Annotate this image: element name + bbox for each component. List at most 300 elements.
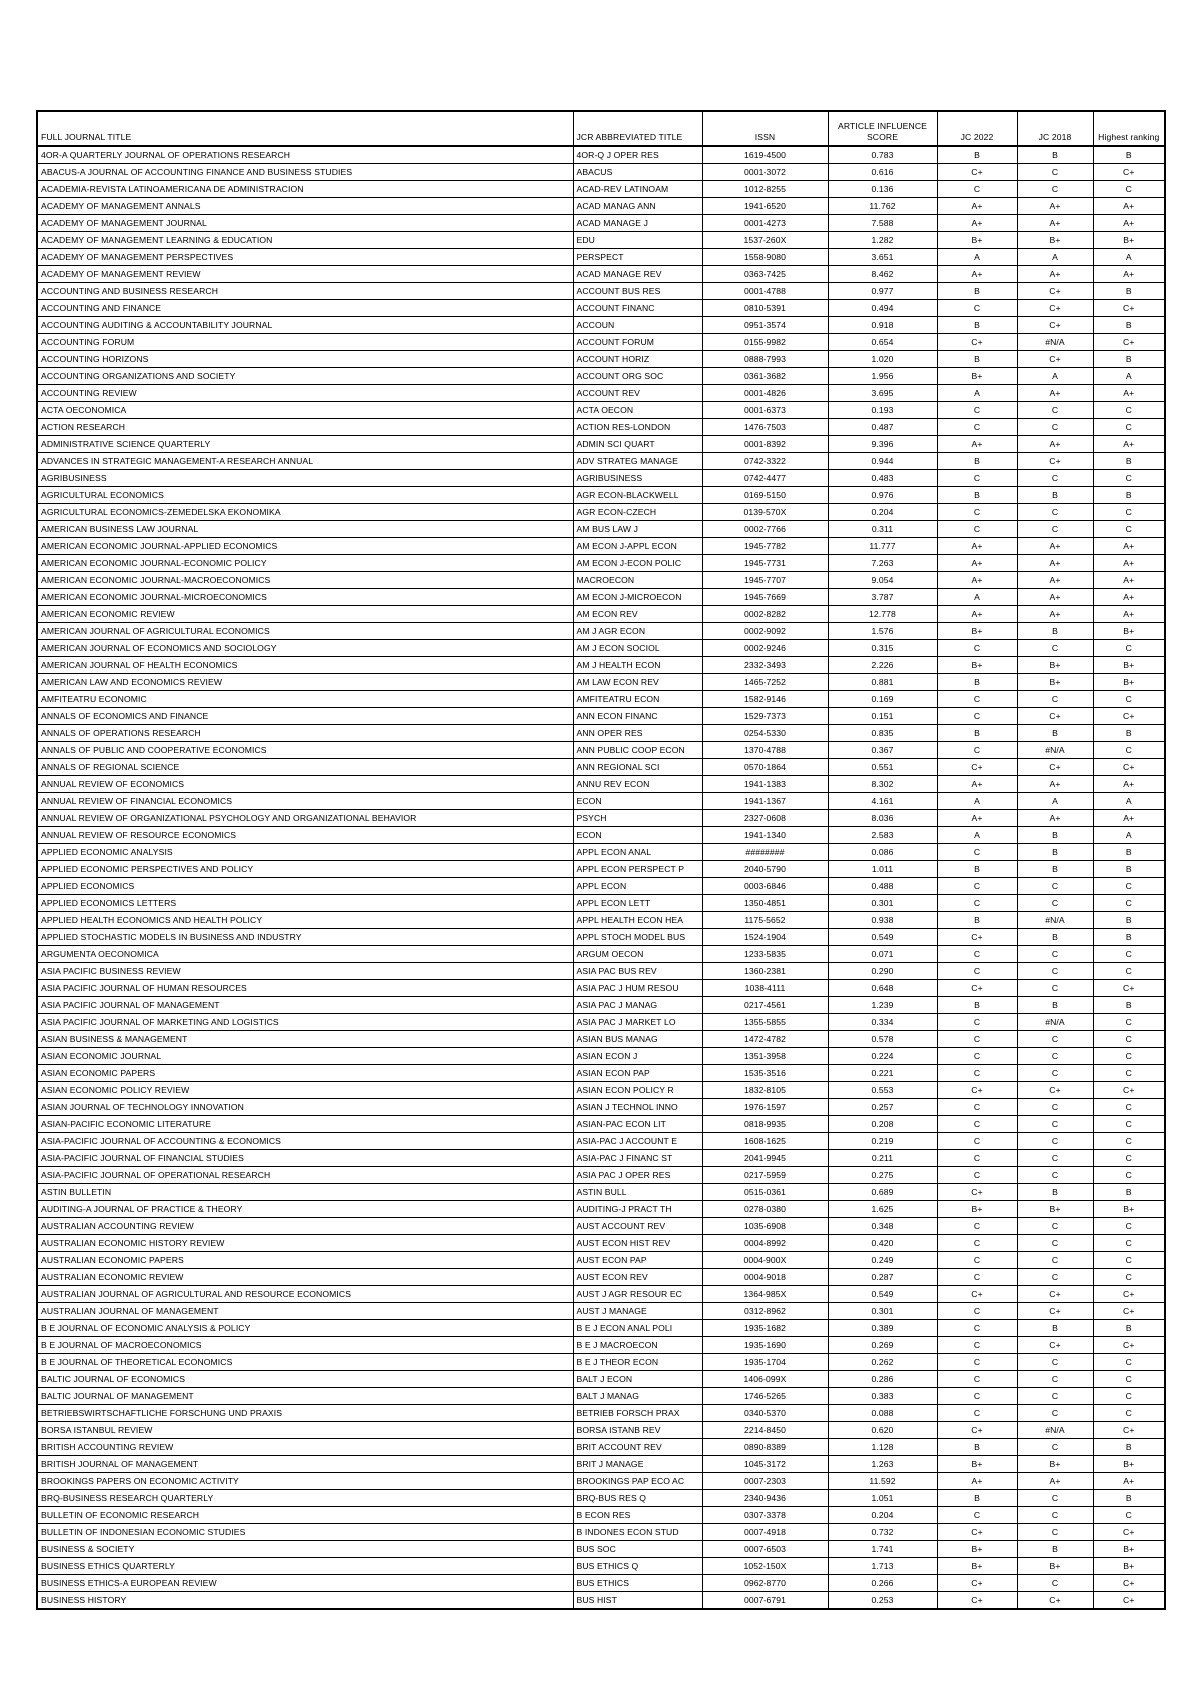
abbreviated-title-cell: ECON xyxy=(573,827,702,844)
journal-title-cell: APPLIED ECONOMICS LETTERS xyxy=(37,895,573,912)
abbreviated-title-cell: B INDONES ECON STUD xyxy=(573,1524,702,1541)
jc-2022-cell: C xyxy=(937,708,1017,725)
table-row xyxy=(37,1354,1165,1371)
highest-ranking-cell: B+ xyxy=(1093,232,1165,249)
article-influence-score-cell: 0.211 xyxy=(828,1150,937,1167)
abbreviated-title-cell: ACAD MANAGE J xyxy=(573,215,702,232)
jc-2022-cell: C xyxy=(937,1133,1017,1150)
table-row xyxy=(37,589,1165,606)
article-influence-score-cell: 1.576 xyxy=(828,623,937,640)
issn-cell: 0217-5959 xyxy=(702,1167,828,1184)
journal-title-cell: ASIA PACIFIC BUSINESS REVIEW xyxy=(37,963,573,980)
issn-cell: 1945-7707 xyxy=(702,572,828,589)
jc-2022-cell: C xyxy=(937,1371,1017,1388)
jc-2018-cell: C xyxy=(1017,1167,1093,1184)
issn-cell: 1619-4500 xyxy=(702,146,828,164)
article-influence-score-cell: 0.383 xyxy=(828,1388,937,1405)
table-row xyxy=(37,1048,1165,1065)
abbreviated-title-cell: ACCOUNT BUS RES xyxy=(573,283,702,300)
article-influence-score-cell: 12.778 xyxy=(828,606,937,623)
jc-2022-cell: A+ xyxy=(937,555,1017,572)
issn-cell: 0007-2303 xyxy=(702,1473,828,1490)
article-influence-score-cell: 0.389 xyxy=(828,1320,937,1337)
highest-ranking-cell: A+ xyxy=(1093,1473,1165,1490)
jc-2022-cell: C xyxy=(937,470,1017,487)
journal-title-cell: BUSINESS & SOCIETY xyxy=(37,1541,573,1558)
abbreviated-title-cell: B E J THEOR ECON xyxy=(573,1354,702,1371)
journal-title-cell: B E JOURNAL OF MACROECONOMICS xyxy=(37,1337,573,1354)
issn-cell: 1832-8105 xyxy=(702,1082,828,1099)
highest-ranking-cell: C+ xyxy=(1093,300,1165,317)
table-row xyxy=(37,1405,1165,1422)
jc-2018-cell: C+ xyxy=(1017,283,1093,300)
issn-cell: 0278-0380 xyxy=(702,1201,828,1218)
issn-cell: 1935-1690 xyxy=(702,1337,828,1354)
jc-2018-cell: C+ xyxy=(1017,1303,1093,1320)
issn-cell: 1012-8255 xyxy=(702,181,828,198)
highest-ranking-cell: C+ xyxy=(1093,1422,1165,1439)
abbreviated-title-cell: ACAD-REV LATINOAM xyxy=(573,181,702,198)
jc-2018-cell: C xyxy=(1017,1235,1093,1252)
table-row xyxy=(37,1558,1165,1575)
table-row xyxy=(37,317,1165,334)
issn-cell: 1582-9146 xyxy=(702,691,828,708)
highest-ranking-cell: A xyxy=(1093,368,1165,385)
article-influence-score-cell: 1.263 xyxy=(828,1456,937,1473)
jc-2018-cell: C xyxy=(1017,521,1093,538)
table-row xyxy=(37,300,1165,317)
abbreviated-title-cell: AGRIBUSINESS xyxy=(573,470,702,487)
jc-2022-cell: B xyxy=(937,912,1017,929)
abbreviated-title-cell: APPL ECON LETT xyxy=(573,895,702,912)
article-influence-score-cell: 0.578 xyxy=(828,1031,937,1048)
issn-cell: 2332-3493 xyxy=(702,657,828,674)
jc-2018-cell: C+ xyxy=(1017,1082,1093,1099)
article-influence-score-cell: 11.777 xyxy=(828,538,937,555)
table-row xyxy=(37,266,1165,283)
jc-2022-cell: B+ xyxy=(937,1541,1017,1558)
jc-2022-cell: C xyxy=(937,1218,1017,1235)
issn-cell: 0890-8389 xyxy=(702,1439,828,1456)
jc-2022-cell: A+ xyxy=(937,266,1017,283)
article-influence-score-cell: 0.219 xyxy=(828,1133,937,1150)
jc-2022-cell: B xyxy=(937,146,1017,164)
abbreviated-title-cell: AM J HEALTH ECON xyxy=(573,657,702,674)
highest-ranking-cell: C+ xyxy=(1093,1575,1165,1592)
jc-2022-cell: B+ xyxy=(937,1456,1017,1473)
issn-cell: 0001-6373 xyxy=(702,402,828,419)
journal-title-cell: ANNALS OF REGIONAL SCIENCE xyxy=(37,759,573,776)
jc-2022-cell: A xyxy=(937,827,1017,844)
abbreviated-title-cell: ANN ECON FINANC xyxy=(573,708,702,725)
highest-ranking-cell: C xyxy=(1093,1031,1165,1048)
jc-2018-cell: A+ xyxy=(1017,810,1093,827)
table-row xyxy=(37,793,1165,810)
issn-cell: 0363-7425 xyxy=(702,266,828,283)
article-influence-score-cell: 7.588 xyxy=(828,215,937,232)
issn-cell: 1941-1383 xyxy=(702,776,828,793)
issn-cell: 0570-1864 xyxy=(702,759,828,776)
jc-2018-cell: A+ xyxy=(1017,589,1093,606)
abbreviated-title-cell: AM ECON J-ECON POLIC xyxy=(573,555,702,572)
highest-ranking-cell: C+ xyxy=(1093,708,1165,725)
table-row xyxy=(37,1099,1165,1116)
jc-2022-cell: C+ xyxy=(937,980,1017,997)
issn-cell: 1945-7669 xyxy=(702,589,828,606)
jc-2022-cell: C xyxy=(937,1235,1017,1252)
abbreviated-title-cell: ANNU REV ECON xyxy=(573,776,702,793)
table-row xyxy=(37,232,1165,249)
jc-2018-cell: C xyxy=(1017,1116,1093,1133)
jc-2022-cell: A xyxy=(937,793,1017,810)
article-influence-score-cell: 0.136 xyxy=(828,181,937,198)
issn-cell: 1535-3516 xyxy=(702,1065,828,1082)
journal-title-cell: ACCOUNTING AND FINANCE xyxy=(37,300,573,317)
article-influence-score-cell: 1.625 xyxy=(828,1201,937,1218)
issn-cell: 1746-5265 xyxy=(702,1388,828,1405)
issn-cell: 0515-0361 xyxy=(702,1184,828,1201)
issn-cell: 0742-3322 xyxy=(702,453,828,470)
issn-cell: 0007-6503 xyxy=(702,1541,828,1558)
jc-2018-cell: A+ xyxy=(1017,606,1093,623)
table-row xyxy=(37,1422,1165,1439)
jc-2018-cell: C+ xyxy=(1017,759,1093,776)
abbreviated-title-cell: AMFITEATRU ECON xyxy=(573,691,702,708)
highest-ranking-cell: B xyxy=(1093,283,1165,300)
journal-title-cell: ANNUAL REVIEW OF ECONOMICS xyxy=(37,776,573,793)
issn-cell: 1976-1597 xyxy=(702,1099,828,1116)
issn-cell: 0007-6791 xyxy=(702,1592,828,1610)
journal-title-cell: B E JOURNAL OF THEORETICAL ECONOMICS xyxy=(37,1354,573,1371)
jc-2018-cell: C xyxy=(1017,895,1093,912)
jc-2018-cell: C+ xyxy=(1017,453,1093,470)
issn-cell: 0007-4918 xyxy=(702,1524,828,1541)
article-influence-score-cell: 1.713 xyxy=(828,1558,937,1575)
article-influence-score-cell: 0.654 xyxy=(828,334,937,351)
issn-cell: 2214-8450 xyxy=(702,1422,828,1439)
abbreviated-title-cell: AM ECON J-MICROECON xyxy=(573,589,702,606)
article-influence-score-cell: 0.224 xyxy=(828,1048,937,1065)
abbreviated-title-cell: 4OR-Q J OPER RES xyxy=(573,146,702,164)
journal-title-cell: ACADEMIA-REVISTA LATINOAMERICANA DE ADMINISTRACION xyxy=(37,181,573,198)
issn-cell: 0888-7993 xyxy=(702,351,828,368)
table-row xyxy=(37,385,1165,402)
jc-2022-cell: C+ xyxy=(937,1592,1017,1610)
abbreviated-title-cell: ABACUS xyxy=(573,164,702,181)
abbreviated-title-cell: AM LAW ECON REV xyxy=(573,674,702,691)
article-influence-score-cell: 0.488 xyxy=(828,878,937,895)
abbreviated-title-cell: AUST ECON HIST REV xyxy=(573,1235,702,1252)
jc-2022-cell: A+ xyxy=(937,606,1017,623)
journal-title-cell: AMERICAN ECONOMIC JOURNAL-MACROECONOMICS xyxy=(37,572,573,589)
highest-ranking-cell: A+ xyxy=(1093,385,1165,402)
abbreviated-title-cell: APPL HEALTH ECON HEA xyxy=(573,912,702,929)
jc-2018-cell: A xyxy=(1017,249,1093,266)
jc-2022-cell: C xyxy=(937,1252,1017,1269)
jc-2022-cell: A+ xyxy=(937,198,1017,215)
abbreviated-title-cell: BUS HIST xyxy=(573,1592,702,1610)
table-row xyxy=(37,470,1165,487)
article-influence-score-cell: 11.762 xyxy=(828,198,937,215)
journal-title-cell: ACADEMY OF MANAGEMENT ANNALS xyxy=(37,198,573,215)
journal-title-cell: AUSTRALIAN ECONOMIC REVIEW xyxy=(37,1269,573,1286)
issn-cell: 0001-4826 xyxy=(702,385,828,402)
highest-ranking-cell: C xyxy=(1093,963,1165,980)
article-influence-score-cell: 0.257 xyxy=(828,1099,937,1116)
jc-2018-cell: C xyxy=(1017,878,1093,895)
jc-2022-cell: A+ xyxy=(937,776,1017,793)
abbreviated-title-cell: PERSPECT xyxy=(573,249,702,266)
journal-title-cell: BROOKINGS PAPERS ON ECONOMIC ACTIVITY xyxy=(37,1473,573,1490)
abbreviated-title-cell: ECON xyxy=(573,793,702,810)
issn-cell: 2040-5790 xyxy=(702,861,828,878)
table-row xyxy=(37,1269,1165,1286)
article-influence-score-cell: 0.551 xyxy=(828,759,937,776)
jc-2022-cell: C xyxy=(937,300,1017,317)
table-row xyxy=(37,1252,1165,1269)
table-row xyxy=(37,1082,1165,1099)
issn-cell: 1524-1904 xyxy=(702,929,828,946)
jc-2018-cell: C+ xyxy=(1017,300,1093,317)
article-influence-score-cell: 0.253 xyxy=(828,1592,937,1610)
jc-2018-cell: #N/A xyxy=(1017,1014,1093,1031)
issn-cell: 2340-9436 xyxy=(702,1490,828,1507)
highest-ranking-cell: C+ xyxy=(1093,1524,1165,1541)
issn-cell: 1935-1704 xyxy=(702,1354,828,1371)
table-row xyxy=(37,368,1165,385)
highest-ranking-cell: B+ xyxy=(1093,1541,1165,1558)
jc-2018-cell: C xyxy=(1017,1218,1093,1235)
abbreviated-title-cell: ASIA-PAC J ACCOUNT E xyxy=(573,1133,702,1150)
highest-ranking-cell: B+ xyxy=(1093,623,1165,640)
issn-cell: 1941-1340 xyxy=(702,827,828,844)
abbreviated-title-cell: APPL ECON PERSPECT P xyxy=(573,861,702,878)
table-header xyxy=(37,111,1165,146)
highest-ranking-cell: C xyxy=(1093,419,1165,436)
header-issn: ISSN xyxy=(702,111,828,146)
table-row xyxy=(37,1439,1165,1456)
abbreviated-title-cell: BUS SOC xyxy=(573,1541,702,1558)
table-row xyxy=(37,623,1165,640)
jc-2018-cell: B+ xyxy=(1017,674,1093,691)
jc-2018-cell: C xyxy=(1017,691,1093,708)
jc-2022-cell: C xyxy=(937,1048,1017,1065)
highest-ranking-cell: B xyxy=(1093,912,1165,929)
highest-ranking-cell: A+ xyxy=(1093,215,1165,232)
jc-2022-cell: A xyxy=(937,385,1017,402)
issn-cell: 2327-0608 xyxy=(702,810,828,827)
abbreviated-title-cell: ANN PUBLIC COOP ECON xyxy=(573,742,702,759)
abbreviated-title-cell: ACCOUNT REV xyxy=(573,385,702,402)
jc-2022-cell: C xyxy=(937,504,1017,521)
abbreviated-title-cell: AM BUS LAW J xyxy=(573,521,702,538)
jc-2022-cell: A xyxy=(937,589,1017,606)
article-influence-score-cell: 0.311 xyxy=(828,521,937,538)
jc-2018-cell: C xyxy=(1017,1439,1093,1456)
issn-cell: 1038-4111 xyxy=(702,980,828,997)
abbreviated-title-cell: AGR ECON-CZECH xyxy=(573,504,702,521)
highest-ranking-cell: B xyxy=(1093,317,1165,334)
jc-2022-cell: B xyxy=(937,351,1017,368)
journal-title-cell: ACTA OECONOMICA xyxy=(37,402,573,419)
highest-ranking-cell: A xyxy=(1093,827,1165,844)
table-row xyxy=(37,1456,1165,1473)
abbreviated-title-cell: BALT J ECON xyxy=(573,1371,702,1388)
article-influence-score-cell: 0.262 xyxy=(828,1354,937,1371)
highest-ranking-cell: C xyxy=(1093,1405,1165,1422)
table-row xyxy=(37,912,1165,929)
journal-title-cell: ACTION RESEARCH xyxy=(37,419,573,436)
article-influence-score-cell: 0.275 xyxy=(828,1167,937,1184)
jc-2022-cell: C xyxy=(937,1354,1017,1371)
jc-2022-cell: B xyxy=(937,725,1017,742)
issn-cell: 0307-3378 xyxy=(702,1507,828,1524)
jc-2022-cell: C+ xyxy=(937,1575,1017,1592)
journal-title-cell: BORSA ISTANBUL REVIEW xyxy=(37,1422,573,1439)
abbreviated-title-cell: B E J ECON ANAL POLI xyxy=(573,1320,702,1337)
journal-title-cell: ADVANCES IN STRATEGIC MANAGEMENT-A RESEARCH ANNUAL xyxy=(37,453,573,470)
abbreviated-title-cell: ASIAN BUS MANAG xyxy=(573,1031,702,1048)
journal-title-cell: BULLETIN OF ECONOMIC RESEARCH xyxy=(37,1507,573,1524)
jc-2022-cell: B+ xyxy=(937,1558,1017,1575)
issn-cell: 1364-985X xyxy=(702,1286,828,1303)
abbreviated-title-cell: BRIT ACCOUNT REV xyxy=(573,1439,702,1456)
table-row xyxy=(37,1201,1165,1218)
table-row xyxy=(37,810,1165,827)
jc-2018-cell: C xyxy=(1017,402,1093,419)
abbreviated-title-cell: ASIAN ECON POLICY R xyxy=(573,1082,702,1099)
journal-title-cell: BALTIC JOURNAL OF ECONOMICS xyxy=(37,1371,573,1388)
journal-title-cell: ASIAN ECONOMIC POLICY REVIEW xyxy=(37,1082,573,1099)
table-row xyxy=(37,1303,1165,1320)
article-influence-score-cell: 0.549 xyxy=(828,1286,937,1303)
article-influence-score-cell: 8.462 xyxy=(828,266,937,283)
highest-ranking-cell: B xyxy=(1093,351,1165,368)
journal-title-cell: BUSINESS ETHICS QUARTERLY xyxy=(37,1558,573,1575)
jc-2022-cell: C+ xyxy=(937,759,1017,776)
article-influence-score-cell: 2.583 xyxy=(828,827,937,844)
jc-2022-cell: B xyxy=(937,1439,1017,1456)
jc-2018-cell: C+ xyxy=(1017,351,1093,368)
highest-ranking-cell: A+ xyxy=(1093,589,1165,606)
issn-cell: 0951-3574 xyxy=(702,317,828,334)
highest-ranking-cell: C xyxy=(1093,1048,1165,1065)
issn-cell: 1175-5652 xyxy=(702,912,828,929)
jc-2018-cell: C xyxy=(1017,181,1093,198)
jc-2018-cell: C xyxy=(1017,419,1093,436)
highest-ranking-cell: C+ xyxy=(1093,1082,1165,1099)
journal-title-cell: BETRIEBSWIRTSCHAFTLICHE FORSCHUNG UND PRAXIS xyxy=(37,1405,573,1422)
article-influence-score-cell: 3.787 xyxy=(828,589,937,606)
highest-ranking-cell: B xyxy=(1093,1490,1165,1507)
jc-2022-cell: C xyxy=(937,419,1017,436)
journal-title-cell: BRITISH JOURNAL OF MANAGEMENT xyxy=(37,1456,573,1473)
header-jc-2022: JC 2022 xyxy=(937,111,1017,146)
journal-title-cell: AGRICULTURAL ECONOMICS xyxy=(37,487,573,504)
highest-ranking-cell: C+ xyxy=(1093,1303,1165,1320)
article-influence-score-cell: 1.741 xyxy=(828,1541,937,1558)
jc-2018-cell: C+ xyxy=(1017,708,1093,725)
abbreviated-title-cell: ARGUM OECON xyxy=(573,946,702,963)
table-row xyxy=(37,1371,1165,1388)
table-row xyxy=(37,453,1165,470)
jc-2022-cell: A xyxy=(937,249,1017,266)
journal-title-cell: 4OR-A QUARTERLY JOURNAL OF OPERATIONS RESEARCH xyxy=(37,146,573,164)
jc-2018-cell: C xyxy=(1017,504,1093,521)
abbreviated-title-cell: ACTION RES-LONDON xyxy=(573,419,702,436)
abbreviated-title-cell: ASIAN J TECHNOL INNO xyxy=(573,1099,702,1116)
jc-2022-cell: B+ xyxy=(937,1201,1017,1218)
jc-2018-cell: A+ xyxy=(1017,555,1093,572)
highest-ranking-cell: A+ xyxy=(1093,572,1165,589)
highest-ranking-cell: B+ xyxy=(1093,1558,1165,1575)
jc-2022-cell: C xyxy=(937,1099,1017,1116)
highest-ranking-cell: C+ xyxy=(1093,1337,1165,1354)
journal-title-cell: ACCOUNTING AUDITING & ACCOUNTABILITY JOURNAL xyxy=(37,317,573,334)
jc-2018-cell: B xyxy=(1017,844,1093,861)
jc-2018-cell: C xyxy=(1017,1133,1093,1150)
abbreviated-title-cell: ADV STRATEG MANAGE xyxy=(573,453,702,470)
issn-cell: 1945-7782 xyxy=(702,538,828,555)
table-row xyxy=(37,878,1165,895)
jc-2018-cell: B xyxy=(1017,929,1093,946)
highest-ranking-cell: A+ xyxy=(1093,776,1165,793)
jc-2022-cell: C xyxy=(937,1405,1017,1422)
jc-2022-cell: B+ xyxy=(937,232,1017,249)
table-row xyxy=(37,861,1165,878)
journal-title-cell: APPLIED STOCHASTIC MODELS IN BUSINESS AND INDUSTRY xyxy=(37,929,573,946)
abbreviated-title-cell: ASIAN ECON J xyxy=(573,1048,702,1065)
jc-2018-cell: B xyxy=(1017,827,1093,844)
jc-2022-cell: C xyxy=(937,742,1017,759)
highest-ranking-cell: C xyxy=(1093,1167,1165,1184)
jc-2022-cell: C xyxy=(937,1507,1017,1524)
highest-ranking-cell: A+ xyxy=(1093,555,1165,572)
abbreviated-title-cell: AUDITING-J PRACT TH xyxy=(573,1201,702,1218)
abbreviated-title-cell: AM ECON REV xyxy=(573,606,702,623)
article-influence-score-cell: 0.835 xyxy=(828,725,937,742)
highest-ranking-cell: C+ xyxy=(1093,1286,1165,1303)
article-influence-score-cell: 0.301 xyxy=(828,1303,937,1320)
article-influence-score-cell: 0.938 xyxy=(828,912,937,929)
jc-2022-cell: C+ xyxy=(937,1082,1017,1099)
table-row xyxy=(37,980,1165,997)
table-row xyxy=(37,181,1165,198)
table-row xyxy=(37,1337,1165,1354)
jc-2018-cell: A+ xyxy=(1017,198,1093,215)
jc-2022-cell: C xyxy=(937,1388,1017,1405)
table-row xyxy=(37,1167,1165,1184)
jc-2022-cell: C xyxy=(937,1303,1017,1320)
highest-ranking-cell: C xyxy=(1093,1133,1165,1150)
abbreviated-title-cell: ACAD MANAG ANN xyxy=(573,198,702,215)
article-influence-score-cell: 0.266 xyxy=(828,1575,937,1592)
issn-cell: 1465-7252 xyxy=(702,674,828,691)
jc-2022-cell: B xyxy=(937,997,1017,1014)
abbreviated-title-cell: ASIAN-PAC ECON LIT xyxy=(573,1116,702,1133)
journal-title-cell: AMERICAN ECONOMIC JOURNAL-ECONOMIC POLICY xyxy=(37,555,573,572)
jc-2018-cell: A+ xyxy=(1017,776,1093,793)
abbreviated-title-cell: AUST ECON REV xyxy=(573,1269,702,1286)
issn-cell: 0818-9935 xyxy=(702,1116,828,1133)
jc-2018-cell: B xyxy=(1017,487,1093,504)
jc-2018-cell: C+ xyxy=(1017,317,1093,334)
article-influence-score-cell: 9.054 xyxy=(828,572,937,589)
jc-2022-cell: C xyxy=(937,402,1017,419)
highest-ranking-cell: B+ xyxy=(1093,1456,1165,1473)
jc-2018-cell: C xyxy=(1017,1031,1093,1048)
jc-2018-cell: C xyxy=(1017,1099,1093,1116)
